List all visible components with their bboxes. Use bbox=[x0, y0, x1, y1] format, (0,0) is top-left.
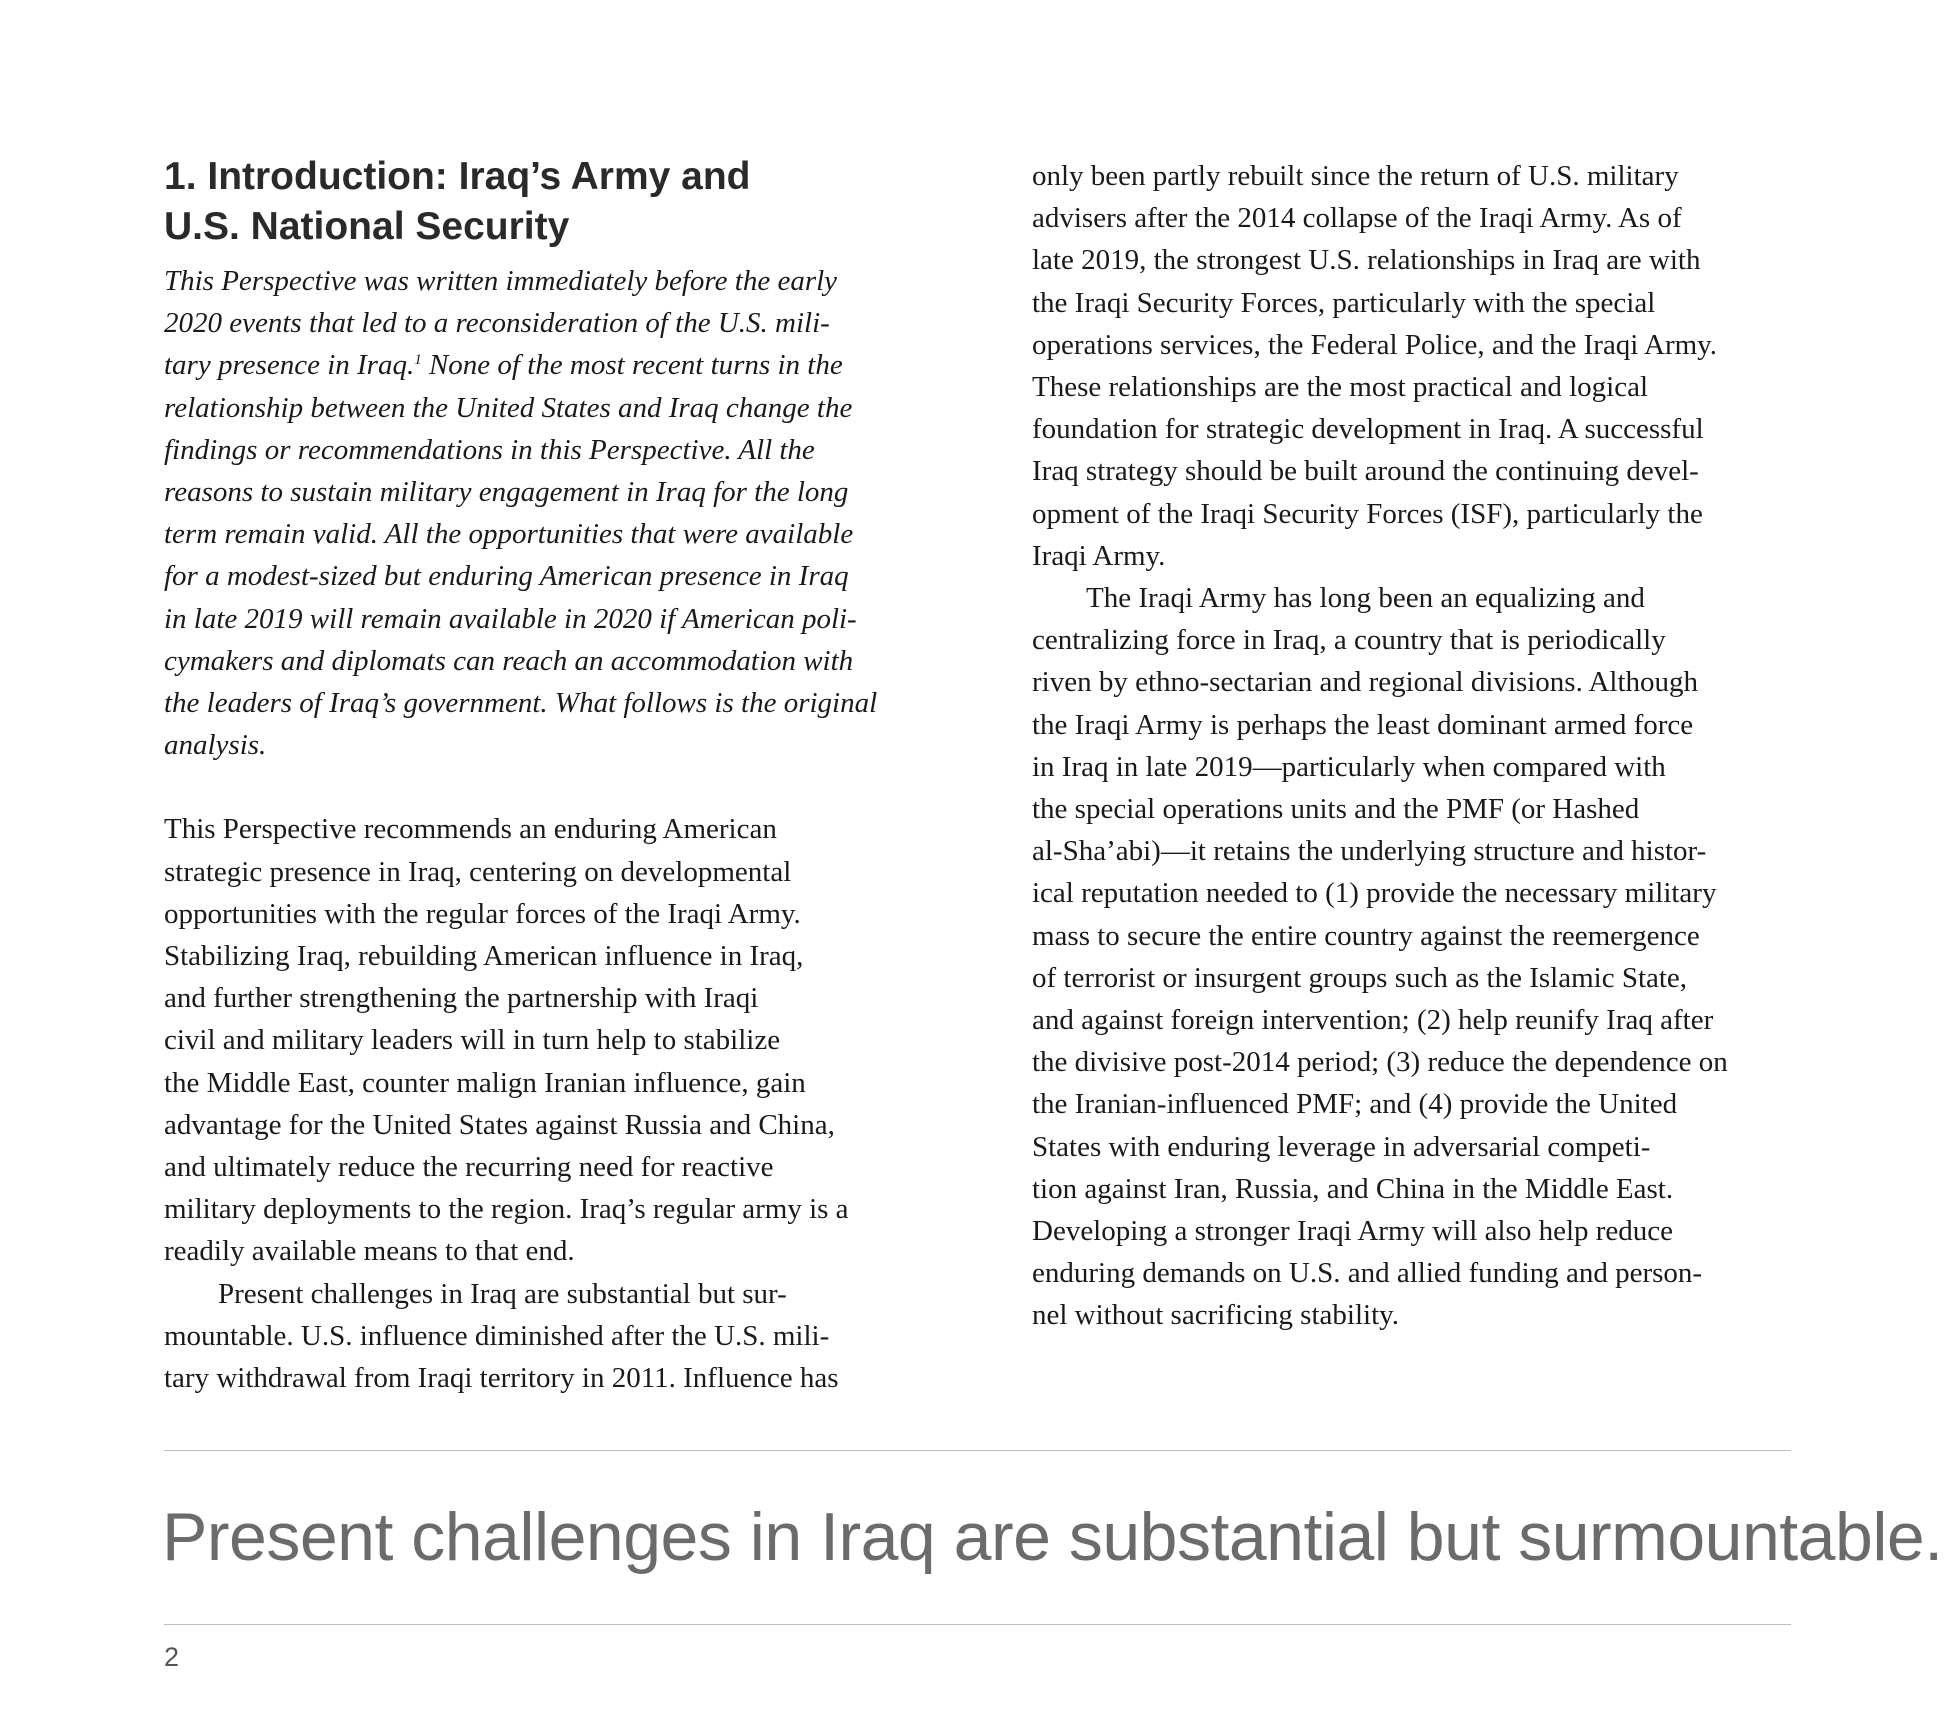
text-line: This Perspective was written immediately before the early bbox=[164, 265, 838, 297]
text-line: only been partly rebuilt since the return of U.S. military bbox=[1032, 160, 1679, 192]
text-line: relationship between the United States and Iraq change the bbox=[164, 391, 853, 424]
text-line: late 2019, the strongest U.S. relationships in Iraq are with bbox=[1032, 244, 1701, 277]
text-line: This Perspective recommends an enduring American bbox=[164, 813, 777, 846]
text-line: States with enduring leverage in adversarial competi- bbox=[1032, 1130, 1651, 1163]
pull-quote: Present challenges in Iraq are substantial but surmountable. bbox=[162, 1499, 1943, 1575]
text-line: mountable. U.S. influence diminished after the U.S. mili- bbox=[164, 1319, 830, 1352]
text-line: tary presence in Iraq.$^1$ None of the most recent turns in the bbox=[164, 349, 843, 382]
text-line: for a modest-sized but enduring American presence in Iraq bbox=[164, 560, 849, 593]
body-paragraph bbox=[1032, 577, 1792, 1337]
text-line: enduring demands on U.S. and allied funding and person- bbox=[1032, 1257, 1703, 1290]
text-line: tary withdrawal from Iraqi territory in 2011. Influence has bbox=[164, 1362, 839, 1395]
text-line: cymakers and diplomats can reach an accommodation with bbox=[164, 644, 854, 677]
text-line: the divisive post-2014 period; (3) reduce the dependence on bbox=[1032, 1046, 1728, 1079]
text-line: riven by ethno-sectarian and regional divisions. Although bbox=[1032, 666, 1699, 699]
text-line: Iraqi Army. bbox=[1032, 539, 1166, 572]
pull-quote-top-rule bbox=[164, 1450, 1791, 1451]
heading-line: 1. Introduction: Iraq’s Army and bbox=[164, 155, 751, 198]
text-line: Developing a stronger Iraqi Army will also help reduce bbox=[1032, 1215, 1674, 1248]
text-line: reasons to sustain military engagement in Iraq for the long bbox=[164, 476, 849, 509]
text-line: the Iranian-influenced PMF; and (4) provide the United bbox=[1032, 1088, 1678, 1121]
text-line: readily available means to that end. bbox=[164, 1235, 575, 1268]
body-paragraph bbox=[164, 1273, 924, 1400]
text-line: mass to secure the entire country against the reemergence bbox=[1032, 919, 1700, 952]
paragraph-gap bbox=[164, 766, 924, 808]
body-paragraph bbox=[164, 808, 924, 1272]
text-line: advantage for the United States against Russia and China, bbox=[164, 1108, 835, 1141]
page-number: 2 bbox=[164, 1642, 180, 1672]
text-line: foundation for strategic development in Iraq. A successful bbox=[1032, 413, 1704, 446]
text-line: opment of the Iraqi Security Forces (ISF), particularly the bbox=[1032, 497, 1703, 530]
text-line: 2020 events that led to a reconsideration of the U.S. mili- bbox=[164, 307, 830, 340]
text-line: and further strengthening the partnership with Iraqi bbox=[164, 982, 759, 1015]
text-line: military deployments to the region. Iraq’s regular army is a bbox=[164, 1193, 849, 1226]
section-heading bbox=[164, 152, 924, 252]
right-column bbox=[1032, 155, 1792, 1337]
text-line: the Iraqi Security Forces, particularly with the special bbox=[1032, 286, 1656, 319]
text-line: Present challenges in Iraq are substantial but sur- bbox=[218, 1277, 787, 1310]
text-line: nel without sacrificing stability. bbox=[1032, 1299, 1399, 1332]
text-line: ical reputation needed to (1) provide the necessary military bbox=[1032, 877, 1717, 910]
text-line: and against foreign intervention; (2) help reunify Iraq after bbox=[1032, 1004, 1714, 1037]
text-line: tion against Iran, Russia, and China in the Middle East. bbox=[1032, 1172, 1674, 1205]
text-line: term remain valid. All the opportunities that were available bbox=[164, 518, 854, 551]
text-line: of terrorist or insurgent groups such as the Islamic State, bbox=[1032, 961, 1688, 994]
body-paragraph bbox=[1032, 155, 1792, 577]
footnote-marker[interactable]: 1 bbox=[414, 352, 422, 369]
text-line: opportunities with the regular forces of the Iraqi Army. bbox=[164, 897, 801, 930]
text-line: advisers after the 2014 collapse of the Iraqi Army. As of bbox=[1032, 202, 1682, 235]
text-line: in Iraq in late 2019—particularly when compared with bbox=[1032, 750, 1666, 783]
text-line: the special operations units and the PMF (or Hashed bbox=[1032, 793, 1640, 826]
editorial-note bbox=[164, 260, 924, 766]
text-line: operations services, the Federal Police, and the Iraqi Army. bbox=[1032, 328, 1718, 361]
text-line: Iraq strategy should be built around the continuing devel- bbox=[1032, 455, 1699, 488]
text-line: in late 2019 will remain available in 2020 if American poli- bbox=[164, 602, 857, 635]
text-line: analysis. bbox=[164, 729, 267, 762]
text-line: centralizing force in Iraq, a country that is periodically bbox=[1032, 624, 1666, 657]
text-line: civil and military leaders will in turn help to stabilize bbox=[164, 1024, 781, 1057]
text-line: These relationships are the most practical and logical bbox=[1032, 371, 1649, 404]
text-line: the Iraqi Army is perhaps the least dominant armed force bbox=[1032, 708, 1694, 741]
pull-quote-bottom-rule bbox=[164, 1624, 1791, 1625]
text-line: al-Sha’abi)—it retains the underlying structure and histor- bbox=[1032, 835, 1707, 868]
text-line: The Iraqi Army has long been an equalizing and bbox=[1086, 582, 1645, 615]
text-line: and ultimately reduce the recurring need for reactive bbox=[164, 1151, 774, 1184]
text-line: the leaders of Iraq’s government. What follows is the original bbox=[164, 687, 878, 720]
text-line: strategic presence in Iraq, centering on developmental bbox=[164, 855, 792, 888]
left-column bbox=[164, 152, 924, 1399]
text-line: the Middle East, counter malign Iranian influence, gain bbox=[164, 1066, 806, 1099]
text-line: findings or recommendations in this Perspective. All the bbox=[164, 433, 815, 466]
text-line: Stabilizing Iraq, rebuilding American influence in Iraq, bbox=[164, 940, 804, 973]
heading-line: U.S. National Security bbox=[164, 205, 570, 248]
